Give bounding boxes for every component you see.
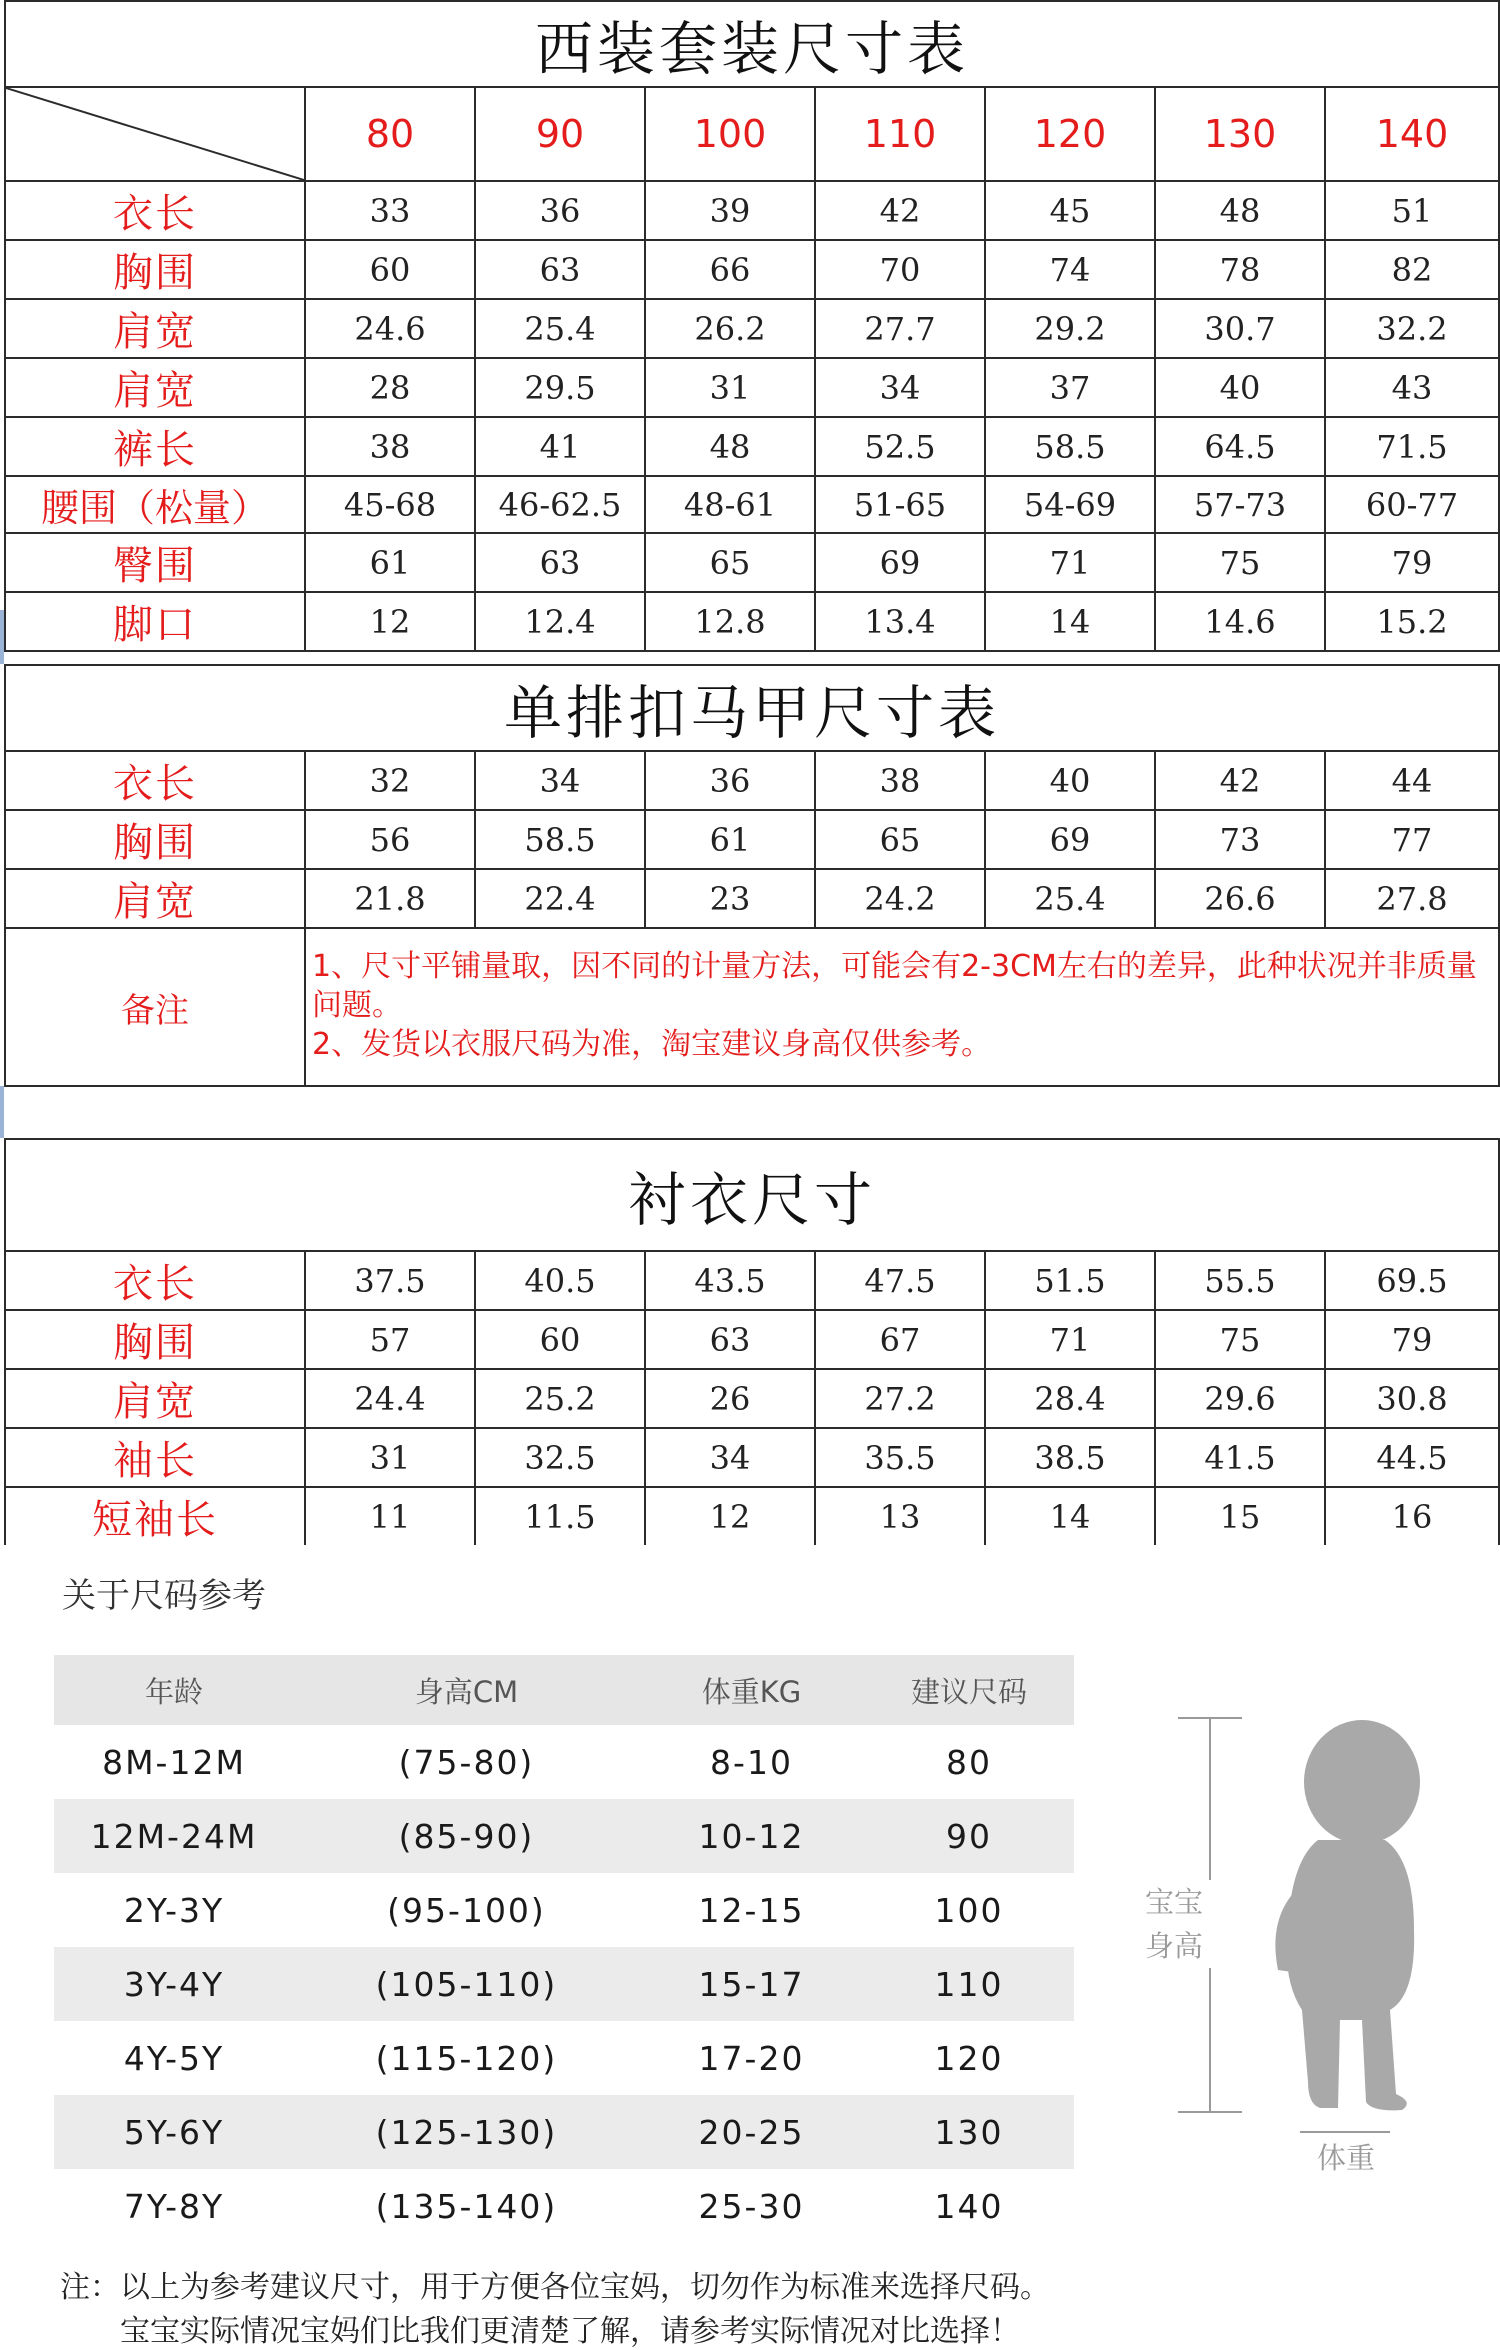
table-cell: 40 bbox=[985, 751, 1155, 810]
table-row bbox=[5, 299, 1499, 358]
table-cell: 57 bbox=[305, 1310, 475, 1369]
table-row bbox=[5, 240, 1499, 299]
height-cell: (75-80) bbox=[398, 1742, 535, 1782]
table-row bbox=[5, 181, 1499, 240]
table-cell: 34 bbox=[475, 751, 645, 810]
table-cell: 40 bbox=[1155, 358, 1325, 417]
table-cell: 75 bbox=[1155, 1310, 1325, 1369]
row-label: 胸围 bbox=[5, 810, 305, 869]
size-header-row bbox=[5, 87, 1499, 181]
height-cell: (95-100) bbox=[387, 1890, 546, 1930]
weight-cell: 10-12 bbox=[698, 1816, 805, 1856]
table-cell: 32 bbox=[305, 751, 475, 810]
reference-row bbox=[54, 2095, 1074, 2169]
child-figure bbox=[1144, 1710, 1470, 2190]
table-cell: 45-68 bbox=[305, 476, 475, 533]
row-label: 短袖长 bbox=[5, 1487, 305, 1545]
table-cell: 12 bbox=[305, 592, 475, 651]
table-cell: 27.8 bbox=[1325, 869, 1499, 928]
table-cell: 54-69 bbox=[985, 476, 1155, 533]
weight-label: 体重 bbox=[1316, 2141, 1375, 2175]
header-age: 年龄 bbox=[144, 1674, 203, 1709]
age-cell: 2Y-3Y bbox=[123, 1890, 225, 1930]
note-row bbox=[5, 928, 1499, 1086]
table-cell: 25.2 bbox=[475, 1369, 645, 1428]
weight-cell: 12-15 bbox=[698, 1890, 805, 1930]
table-cell: 30.7 bbox=[1155, 299, 1325, 358]
table-cell: 39 bbox=[645, 181, 815, 240]
row-label: 裤长 bbox=[5, 417, 305, 476]
table-cell: 21.8 bbox=[305, 869, 475, 928]
age-cell: 8M-12M bbox=[102, 1742, 246, 1782]
table-cell: 22.4 bbox=[475, 869, 645, 928]
weight-cell: 25-30 bbox=[698, 2186, 805, 2226]
table-cell: 64.5 bbox=[1155, 417, 1325, 476]
table-cell: 58.5 bbox=[985, 417, 1155, 476]
height-cell: (125-130) bbox=[375, 2112, 558, 2152]
table-cell: 36 bbox=[475, 181, 645, 240]
size-cell: 100 bbox=[934, 1890, 1004, 1930]
size-header: 100 bbox=[645, 87, 815, 181]
table-row bbox=[5, 476, 1499, 533]
divider-mark bbox=[0, 1086, 4, 1138]
table-cell: 47.5 bbox=[815, 1251, 985, 1310]
size-header: 120 bbox=[985, 87, 1155, 181]
table-cell: 44 bbox=[1325, 751, 1499, 810]
table-row bbox=[5, 869, 1499, 928]
table-cell: 24.4 bbox=[305, 1369, 475, 1428]
size-header: 90 bbox=[475, 87, 645, 181]
height-cell: (135-140) bbox=[375, 2186, 558, 2226]
size-header: 80 bbox=[305, 87, 475, 181]
table-cell: 26.2 bbox=[645, 299, 815, 358]
weight-cell: 17-20 bbox=[698, 2038, 805, 2078]
table-cell: 25.4 bbox=[475, 299, 645, 358]
table-cell: 32.2 bbox=[1325, 299, 1499, 358]
table-cell: 37 bbox=[985, 358, 1155, 417]
table-cell: 69 bbox=[815, 533, 985, 592]
table-cell: 58.5 bbox=[475, 810, 645, 869]
table-cell: 14 bbox=[985, 592, 1155, 651]
height-cell: (85-90) bbox=[398, 1816, 535, 1856]
size-header: 140 bbox=[1325, 87, 1499, 181]
table-cell: 65 bbox=[645, 533, 815, 592]
table-cell: 51.5 bbox=[985, 1251, 1155, 1310]
table-row bbox=[5, 592, 1499, 651]
table-cell: 26 bbox=[645, 1369, 815, 1428]
table-row bbox=[5, 1487, 1499, 1545]
header-size: 建议尺码 bbox=[910, 1674, 1027, 1709]
table-cell: 79 bbox=[1325, 1310, 1499, 1369]
table-cell: 33 bbox=[305, 181, 475, 240]
table-cell: 42 bbox=[1155, 751, 1325, 810]
reference-row bbox=[54, 2021, 1074, 2095]
table-cell: 45 bbox=[985, 181, 1155, 240]
row-label: 衣长 bbox=[5, 181, 305, 240]
table-cell: 55.5 bbox=[1155, 1251, 1325, 1310]
table-cell: 77 bbox=[1325, 810, 1499, 869]
reference-row bbox=[54, 2169, 1074, 2243]
table-cell: 14 bbox=[985, 1487, 1155, 1545]
table-cell: 12 bbox=[645, 1487, 815, 1545]
reference-row bbox=[54, 1873, 1074, 1947]
height-cell: (105-110) bbox=[375, 1964, 558, 2004]
table-cell: 67 bbox=[815, 1310, 985, 1369]
table-cell: 29.6 bbox=[1155, 1369, 1325, 1428]
table-cell: 16 bbox=[1325, 1487, 1499, 1545]
divider-mark bbox=[0, 610, 4, 664]
table-cell: 69 bbox=[985, 810, 1155, 869]
table-cell: 28 bbox=[305, 358, 475, 417]
height-label bbox=[1124, 1880, 1224, 1968]
table-cell: 25.4 bbox=[985, 869, 1155, 928]
row-label: 腰围（松量） bbox=[5, 476, 305, 533]
vest-size-table bbox=[4, 664, 1500, 1087]
age-cell: 7Y-8Y bbox=[123, 2186, 225, 2226]
size-header: 130 bbox=[1155, 87, 1325, 181]
size-cell: 110 bbox=[934, 1964, 1004, 2004]
table-cell: 38 bbox=[305, 417, 475, 476]
table-cell: 74 bbox=[985, 240, 1155, 299]
table-cell: 48 bbox=[645, 417, 815, 476]
row-label: 胸围 bbox=[5, 240, 305, 299]
weight-cell: 15-17 bbox=[698, 1964, 805, 2004]
table-row bbox=[5, 358, 1499, 417]
table-cell: 71 bbox=[985, 533, 1155, 592]
row-label: 脚口 bbox=[5, 592, 305, 651]
row-label: 肩宽 bbox=[5, 869, 305, 928]
table-cell: 63 bbox=[475, 240, 645, 299]
table-cell: 30.8 bbox=[1325, 1369, 1499, 1428]
table-cell: 11.5 bbox=[475, 1487, 645, 1545]
row-label: 肩宽 bbox=[5, 299, 305, 358]
table-cell: 69.5 bbox=[1325, 1251, 1499, 1310]
table-cell: 56 bbox=[305, 810, 475, 869]
table-cell: 26.6 bbox=[1155, 869, 1325, 928]
size-cell: 140 bbox=[934, 2186, 1004, 2226]
table-cell: 44.5 bbox=[1325, 1428, 1499, 1487]
table-cell: 41.5 bbox=[1155, 1428, 1325, 1487]
table-row bbox=[5, 1369, 1499, 1428]
row-label: 袖长 bbox=[5, 1428, 305, 1487]
table-cell: 37.5 bbox=[305, 1251, 475, 1310]
table-cell: 61 bbox=[645, 810, 815, 869]
header-weight: 体重KG bbox=[701, 1674, 802, 1709]
table-cell: 15 bbox=[1155, 1487, 1325, 1545]
shirt-table-title: 衬衣尺寸 bbox=[5, 1139, 1499, 1251]
table-row bbox=[5, 1428, 1499, 1487]
table-cell: 38.5 bbox=[985, 1428, 1155, 1487]
age-cell: 5Y-6Y bbox=[123, 2112, 225, 2152]
header-height: 身高CM bbox=[414, 1674, 519, 1709]
table-cell: 27.7 bbox=[815, 299, 985, 358]
suit-size-table bbox=[4, 0, 1500, 652]
size-header: 110 bbox=[815, 87, 985, 181]
table-cell: 79 bbox=[1325, 533, 1499, 592]
table-cell: 42 bbox=[815, 181, 985, 240]
table-cell: 73 bbox=[1155, 810, 1325, 869]
diagonal-line bbox=[6, 88, 304, 180]
table-cell: 75 bbox=[1155, 533, 1325, 592]
table-cell: 27.2 bbox=[815, 1369, 985, 1428]
weight-cell: 8-10 bbox=[710, 1742, 793, 1782]
table-cell: 60-77 bbox=[1325, 476, 1499, 533]
table-cell: 57-73 bbox=[1155, 476, 1325, 533]
table-cell: 51 bbox=[1325, 181, 1499, 240]
table-cell: 60 bbox=[475, 1310, 645, 1369]
weight-cell: 20-25 bbox=[698, 2112, 805, 2152]
table-cell: 82 bbox=[1325, 240, 1499, 299]
height-cell: (115-120) bbox=[375, 2038, 558, 2078]
table-cell: 31 bbox=[305, 1428, 475, 1487]
reference-title: 关于尺码参考 bbox=[62, 1576, 266, 1616]
diagonal-header-cell bbox=[5, 87, 305, 181]
table-row bbox=[5, 533, 1499, 592]
table-cell: 34 bbox=[645, 1428, 815, 1487]
table-cell: 60 bbox=[305, 240, 475, 299]
age-cell: 3Y-4Y bbox=[123, 1964, 225, 2004]
table-cell: 29.2 bbox=[985, 299, 1155, 358]
note-text bbox=[305, 928, 1499, 1086]
note-line-2: 2、发货以衣服尺码为准，淘宝建议身高仅供参考。 bbox=[312, 1027, 992, 1062]
table-cell: 51-65 bbox=[815, 476, 985, 533]
table-cell: 66 bbox=[645, 240, 815, 299]
table-cell: 31 bbox=[645, 358, 815, 417]
table-cell: 24.2 bbox=[815, 869, 985, 928]
table-cell: 12.8 bbox=[645, 592, 815, 651]
footnote-1: 注：以上为参考建议尺寸，用于方便各位宝妈，切勿作为标准来选择尺码。 bbox=[60, 2270, 1050, 2305]
table-cell: 41 bbox=[475, 417, 645, 476]
table-cell: 12.4 bbox=[475, 592, 645, 651]
size-cell: 130 bbox=[934, 2112, 1004, 2152]
table-cell: 11 bbox=[305, 1487, 475, 1545]
footnote-2: 宝宝实际情况宝妈们比我们更清楚了解，请参考实际情况对比选择！ bbox=[120, 2314, 1020, 2349]
note-label: 备注 bbox=[5, 928, 305, 1086]
suit-table-title: 西装套装尺寸表 bbox=[5, 1, 1499, 87]
table-cell: 48 bbox=[1155, 181, 1325, 240]
table-cell: 29.5 bbox=[475, 358, 645, 417]
table-cell: 71 bbox=[985, 1310, 1155, 1369]
table-cell: 13.4 bbox=[815, 592, 985, 651]
table-cell: 46-62.5 bbox=[475, 476, 645, 533]
table-cell: 14.6 bbox=[1155, 592, 1325, 651]
table-cell: 13 bbox=[815, 1487, 985, 1545]
table-row bbox=[5, 810, 1499, 869]
table-cell: 35.5 bbox=[815, 1428, 985, 1487]
reference-row bbox=[54, 1799, 1074, 1873]
table-cell: 61 bbox=[305, 533, 475, 592]
table-cell: 48-61 bbox=[645, 476, 815, 533]
size-cell: 120 bbox=[934, 2038, 1004, 2078]
table-row bbox=[5, 1251, 1499, 1310]
table-cell: 52.5 bbox=[815, 417, 985, 476]
row-label: 胸围 bbox=[5, 1310, 305, 1369]
row-label: 肩宽 bbox=[5, 358, 305, 417]
note-line-1: 1、尺寸平铺量取，因不同的计量方法，可能会有2-3CM左右的差异，此种状况并非质量问题。 bbox=[312, 949, 1477, 1023]
reference-table bbox=[54, 1655, 1074, 2243]
table-row bbox=[5, 1310, 1499, 1369]
table-row bbox=[5, 417, 1499, 476]
table-cell: 43 bbox=[1325, 358, 1499, 417]
reference-row bbox=[54, 1725, 1074, 1799]
table-row bbox=[5, 751, 1499, 810]
table-cell: 71.5 bbox=[1325, 417, 1499, 476]
age-cell: 12M-24M bbox=[90, 1816, 258, 1856]
row-label: 衣长 bbox=[5, 1251, 305, 1310]
table-cell: 40.5 bbox=[475, 1251, 645, 1310]
size-cell: 90 bbox=[946, 1816, 992, 1856]
table-cell: 78 bbox=[1155, 240, 1325, 299]
row-label: 肩宽 bbox=[5, 1369, 305, 1428]
table-cell: 34 bbox=[815, 358, 985, 417]
shirt-size-table bbox=[4, 1138, 1500, 1545]
table-cell: 32.5 bbox=[475, 1428, 645, 1487]
table-cell: 38 bbox=[815, 751, 985, 810]
table-cell: 43.5 bbox=[645, 1251, 815, 1310]
height-label-line-1: 宝宝 bbox=[1144, 1885, 1203, 1919]
table-cell: 23 bbox=[645, 869, 815, 928]
reference-header-row bbox=[54, 1655, 1074, 1725]
table-cell: 28.4 bbox=[985, 1369, 1155, 1428]
height-label-line-2: 身高 bbox=[1144, 1929, 1203, 1963]
table-cell: 70 bbox=[815, 240, 985, 299]
row-label: 臀围 bbox=[5, 533, 305, 592]
age-cell: 4Y-5Y bbox=[123, 2038, 225, 2078]
table-cell: 63 bbox=[645, 1310, 815, 1369]
table-cell: 63 bbox=[475, 533, 645, 592]
row-label: 衣长 bbox=[5, 751, 305, 810]
table-cell: 24.6 bbox=[305, 299, 475, 358]
table-cell: 65 bbox=[815, 810, 985, 869]
size-cell: 80 bbox=[946, 1742, 992, 1782]
reference-row bbox=[54, 1947, 1074, 2021]
table-cell: 36 bbox=[645, 751, 815, 810]
vest-table-title: 单排扣马甲尺寸表 bbox=[5, 665, 1499, 751]
table-cell: 15.2 bbox=[1325, 592, 1499, 651]
